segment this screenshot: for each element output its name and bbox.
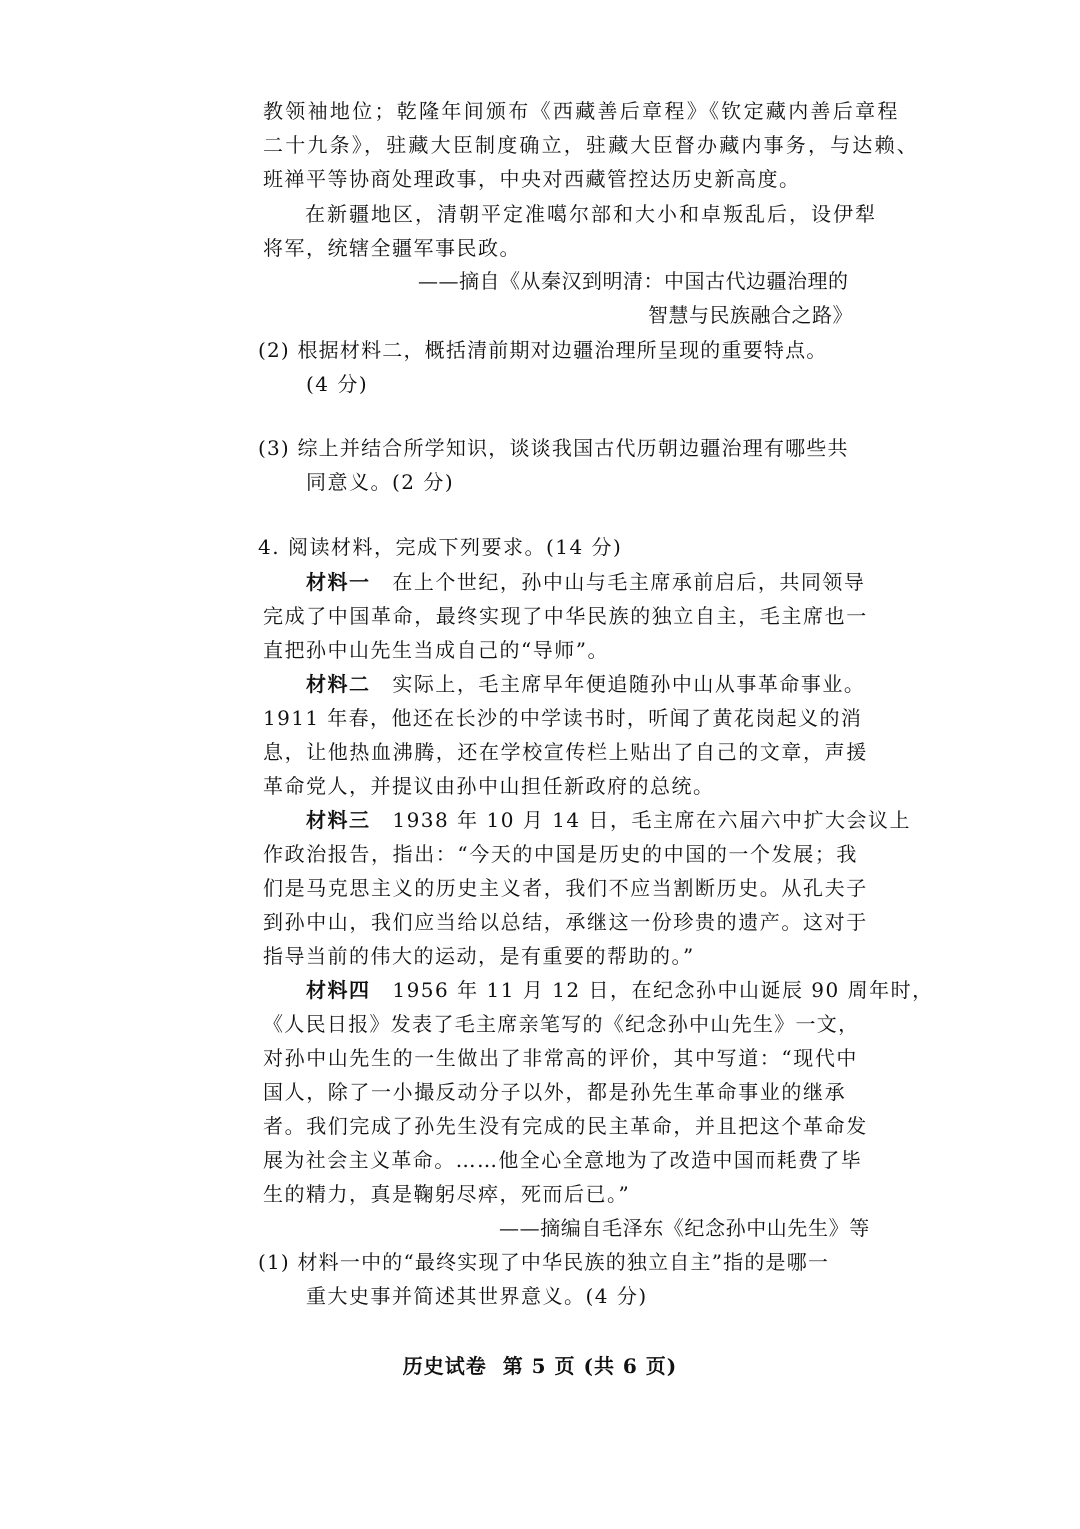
- material-4-line-5: 者。我们完成了孙先生没有完成的民主革命，并且把这个革命发: [263, 1114, 868, 1138]
- material-2-line-4: 革命党人，并提议由孙中山担任新政府的总统。: [263, 774, 715, 798]
- source-citation-line-1: ——摘自《从秦汉到明清：中国古代边疆治理的: [418, 269, 849, 293]
- material-1-line-1: [306, 565, 865, 599]
- material-3-label: 材料三: [306, 808, 371, 832]
- q4-sub1-line-1: (1) 材料一中的“最终实现了中华民族的独立自主”指的是哪一: [258, 1250, 830, 1274]
- material-4-line-2: 《人民日报》发表了毛主席亲笔写的《纪念孙中山先生》一文，: [263, 1012, 860, 1036]
- q3-sub3-line-1: (3) 综上并结合所学知识，谈谈我国古代历朝边疆治理有哪些共: [258, 436, 849, 460]
- material-3-text: 1938 年 10 月 14 日，毛主席在六届六中扩大会议上: [392, 808, 911, 832]
- material-1-line-3: 直把孙中山先生当成自己的“导师”。: [263, 638, 609, 662]
- footer-subject: 历史试卷: [402, 1354, 487, 1378]
- material-1-line-2: 完成了中国革命，最终实现了中华民族的独立自主，毛主席也一: [263, 604, 868, 628]
- source-citation-line-2: 智慧与民族融合之路》: [648, 303, 853, 327]
- material-2-line-2: 1911 年春，他还在长沙的中学读书时，听闻了黄花岗起义的消: [263, 706, 863, 730]
- continuation-line-5: 将军，统辖全疆军事民政。: [263, 236, 521, 260]
- material-2-label: 材料二: [306, 672, 371, 696]
- continuation-line-4: 在新疆地区，清朝平定准噶尔部和大小和卓叛乱后，设伊犁: [305, 202, 877, 226]
- material-1-text: 在上个世纪，孙中山与毛主席承前启后，共同领导: [392, 570, 866, 594]
- material-4-line-7: 生的精力，真是鞠躬尽瘁，死而后已。”: [263, 1182, 631, 1206]
- q4-sub1-line-2: 重大史事并简述其世界意义。(4 分): [306, 1284, 648, 1308]
- material-3-line-4: 到孙中山，我们应当给以总结，承继这一份珍贵的遗产。这对于: [263, 910, 868, 934]
- material-4-line-1: [306, 973, 934, 1007]
- page-footer: [0, 1350, 1080, 1379]
- continuation-line-2: 二十九条》，驻藏大臣制度确立，驻藏大臣督办藏内事务，与达赖、: [263, 133, 919, 157]
- material-2-text: 实际上，毛主席早年便追随孙中山从事革命事业。: [392, 672, 866, 696]
- material-3-line-5: 指导当前的伟大的运动，是有重要的帮助的。”: [263, 944, 695, 968]
- material-2-line-3: 息，让他热血沸腾，还在学校宣传栏上贴出了自己的文章，声援: [263, 740, 868, 764]
- material-4-source: ——摘编自毛泽东《纪念孙中山先生》等: [499, 1216, 870, 1240]
- material-1-label: 材料一: [306, 570, 371, 594]
- material-4-line-4: 国人，除了一小撮反动分子以外，都是孙先生革命事业的继承: [263, 1080, 847, 1104]
- q3-sub2-line-2: (4 分): [306, 372, 369, 396]
- material-3-line-3: 们是马克思主义的历史主义者，我们不应当割断历史。从孔夫子: [263, 876, 868, 900]
- material-4-line-3: 对孙中山先生的一生做出了非常高的评价，其中写道：“现代中: [263, 1046, 859, 1070]
- continuation-line-3: 班禅平等协商处理政事，中央对西藏管控达历史新高度。: [263, 167, 801, 191]
- material-4-line-6: 展为社会主义革命。……他全心全意地为了改造中国而耗费了毕: [263, 1148, 863, 1172]
- material-3-line-1: [306, 803, 911, 837]
- q3-sub2-line-1: (2) 根据材料二，概括清前期对边疆治理所呈现的重要特点。: [258, 338, 828, 362]
- q3-sub3-line-2: 同意义。(2 分): [306, 470, 455, 494]
- continuation-line-1: 教领袖地位；乾隆年间颁布《西藏善后章程》《钦定藏内善后章程: [263, 99, 900, 123]
- q4-title: 4. 阅读材料，完成下列要求。(14 分): [258, 535, 623, 559]
- material-3-line-2: 作政治报告，指出：“今天的中国是历史的中国的一个发展；我: [263, 842, 859, 866]
- material-2-line-1: [306, 667, 865, 701]
- material-4-text: 1956 年 11 月 12 日，在纪念孙中山诞辰 90 周年时，: [392, 978, 934, 1002]
- footer-page-number: 第 5 页 (共 6 页): [502, 1354, 678, 1378]
- material-4-label: 材料四: [306, 978, 371, 1002]
